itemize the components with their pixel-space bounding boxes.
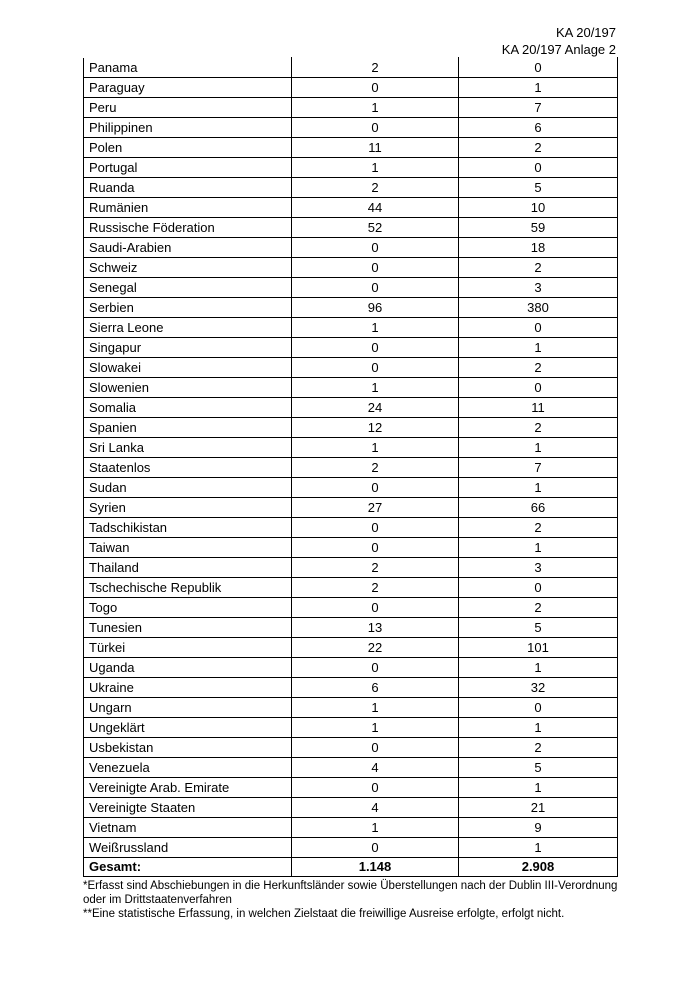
table-row xyxy=(84,818,618,838)
count-cell-2: 0 xyxy=(459,378,618,398)
count-cell-2: 2 xyxy=(459,358,618,378)
country-cell: Portugal xyxy=(84,158,292,178)
count-cell-1: 0 xyxy=(292,278,459,298)
table-row xyxy=(84,838,618,858)
count-cell-2: 1 xyxy=(459,338,618,358)
country-cell: Ruanda xyxy=(84,178,292,198)
count-cell-2: 1 xyxy=(459,438,618,458)
count-cell-1: 24 xyxy=(292,398,459,418)
table-row xyxy=(84,318,618,338)
count-cell-1: 52 xyxy=(292,218,459,238)
table-row xyxy=(84,738,618,758)
country-cell: Tadschikistan xyxy=(84,518,292,538)
table-row xyxy=(84,798,618,818)
table-row xyxy=(84,298,618,318)
count-cell-1: 22 xyxy=(292,638,459,658)
country-cell: Vietnam xyxy=(84,818,292,838)
country-cell: Singapur xyxy=(84,338,292,358)
count-cell-2: 101 xyxy=(459,638,618,658)
count-cell-1: 2 xyxy=(292,558,459,578)
count-cell-2: 3 xyxy=(459,558,618,578)
table-row xyxy=(84,358,618,378)
count-cell-1: 6 xyxy=(292,678,459,698)
count-cell-2: 0 xyxy=(459,158,618,178)
count-cell-2: 1 xyxy=(459,478,618,498)
table-row xyxy=(84,578,618,598)
count-cell-1: 1 xyxy=(292,438,459,458)
total-row xyxy=(84,858,618,877)
count-cell-2: 0 xyxy=(459,318,618,338)
count-cell-2: 1 xyxy=(459,538,618,558)
footnote-voluntary-departure: **Eine statistische Erfassung, in welchen Zielstaat die freiwillige Ausreise erfolgte, erfolgt nicht. xyxy=(83,908,565,920)
country-cell: Türkei xyxy=(84,638,292,658)
count-cell-1: 1 xyxy=(292,378,459,398)
table-row xyxy=(84,118,618,138)
country-cell: Schweiz xyxy=(84,258,292,278)
count-cell-1: 0 xyxy=(292,338,459,358)
count-cell-2: 6 xyxy=(459,118,618,138)
country-cell: Saudi-Arabien xyxy=(84,238,292,258)
count-cell-1: 2 xyxy=(292,578,459,598)
count-cell-2: 2 xyxy=(459,598,618,618)
country-cell: Peru xyxy=(84,98,292,118)
count-cell-2: 2 xyxy=(459,518,618,538)
country-cell: Panama xyxy=(84,58,292,78)
table-row xyxy=(84,638,618,658)
count-cell-1: 2 xyxy=(292,178,459,198)
country-cell: Weißrussland xyxy=(84,838,292,858)
count-cell-1: 0 xyxy=(292,518,459,538)
country-cell: Ungarn xyxy=(84,698,292,718)
table-row xyxy=(84,778,618,798)
table-row xyxy=(84,198,618,218)
count-cell-1: 13 xyxy=(292,618,459,638)
country-cell: Ungeklärt xyxy=(84,718,292,738)
page-header xyxy=(502,24,616,58)
count-cell-2: 9 xyxy=(459,818,618,838)
country-cell: Paraguay xyxy=(84,78,292,98)
country-cell: Sri Lanka xyxy=(84,438,292,458)
count-cell-1: 96 xyxy=(292,298,459,318)
count-cell-2: 0 xyxy=(459,58,618,78)
country-cell: Tunesien xyxy=(84,618,292,638)
table-row xyxy=(84,718,618,738)
count-cell-1: 0 xyxy=(292,478,459,498)
count-cell-1: 12 xyxy=(292,418,459,438)
country-cell: Staatenlos xyxy=(84,458,292,478)
count-cell-2: 10 xyxy=(459,198,618,218)
country-cell: Vereinigte Staaten xyxy=(84,798,292,818)
country-cell: Togo xyxy=(84,598,292,618)
count-cell-1: 0 xyxy=(292,538,459,558)
country-cell: Uganda xyxy=(84,658,292,678)
count-cell-2: 32 xyxy=(459,678,618,698)
country-cell: Thailand xyxy=(84,558,292,578)
count-cell-2: 1 xyxy=(459,78,618,98)
count-cell-1: 11 xyxy=(292,138,459,158)
table-row xyxy=(84,338,618,358)
count-cell-2: 5 xyxy=(459,618,618,638)
table-row xyxy=(84,378,618,398)
table-body xyxy=(84,58,618,877)
table-row xyxy=(84,678,618,698)
count-cell-1: 4 xyxy=(292,758,459,778)
count-cell-2: 7 xyxy=(459,98,618,118)
country-cell: Spanien xyxy=(84,418,292,438)
table-row xyxy=(84,478,618,498)
count-cell-2: 66 xyxy=(459,498,618,518)
country-cell: Taiwan xyxy=(84,538,292,558)
count-cell-1: 0 xyxy=(292,238,459,258)
country-cell: Usbekistan xyxy=(84,738,292,758)
count-cell-1: 27 xyxy=(292,498,459,518)
count-cell-1: 1 xyxy=(292,718,459,738)
country-cell: Ukraine xyxy=(84,678,292,698)
table-row xyxy=(84,138,618,158)
count-cell-1: 0 xyxy=(292,598,459,618)
country-cell: Rumänien xyxy=(84,198,292,218)
count-cell-1: 0 xyxy=(292,778,459,798)
table-row xyxy=(84,238,618,258)
table-row xyxy=(84,698,618,718)
count-cell-1: 0 xyxy=(292,118,459,138)
country-cell: Slowakei xyxy=(84,358,292,378)
count-cell-2: 1 xyxy=(459,658,618,678)
count-cell-2: 7 xyxy=(459,458,618,478)
table-row xyxy=(84,518,618,538)
count-cell-1: 2 xyxy=(292,458,459,478)
count-cell-2: 380 xyxy=(459,298,618,318)
country-cell: Venezuela xyxy=(84,758,292,778)
table-row xyxy=(84,558,618,578)
table-row xyxy=(84,418,618,438)
count-cell-1: 1 xyxy=(292,698,459,718)
table-row xyxy=(84,158,618,178)
count-cell-1: 1 xyxy=(292,158,459,178)
count-cell-2: 5 xyxy=(459,758,618,778)
count-cell-1: 1 xyxy=(292,98,459,118)
count-cell-2: 2 xyxy=(459,258,618,278)
count-cell-1: 0 xyxy=(292,838,459,858)
count-cell-2: 0 xyxy=(459,578,618,598)
count-cell-2: 1 xyxy=(459,778,618,798)
country-cell: Russische Föderation xyxy=(84,218,292,238)
country-cell: Sudan xyxy=(84,478,292,498)
country-cell: Tschechische Republik xyxy=(84,578,292,598)
count-cell-1: 1 xyxy=(292,318,459,338)
footnotes xyxy=(83,879,623,921)
document-attachment-reference: KA 20/197 Anlage 2 xyxy=(501,42,616,57)
count-cell-1: 1 xyxy=(292,818,459,838)
document-reference: KA 20/197 xyxy=(556,25,616,40)
country-cell: Slowenien xyxy=(84,378,292,398)
count-cell-2: 0 xyxy=(459,698,618,718)
count-cell-2: 11 xyxy=(459,398,618,418)
country-cell: Vereinigte Arab. Emirate xyxy=(84,778,292,798)
country-cell: Polen xyxy=(84,138,292,158)
table-row xyxy=(84,618,618,638)
country-cell: Syrien xyxy=(84,498,292,518)
count-cell-2: 59 xyxy=(459,218,618,238)
table-row xyxy=(84,398,618,418)
country-cell: Serbien xyxy=(84,298,292,318)
total-cell-1: 1.148 xyxy=(292,858,459,877)
table-row xyxy=(84,98,618,118)
count-cell-1: 0 xyxy=(292,738,459,758)
total-cell-2: 2.908 xyxy=(459,858,618,877)
footnote-deportations: *Erfasst sind Abschiebungen in die Herkunftsländer sowie Überstellungen nach der Dublin III-Verordnung oder im Drittstaatenverfahren xyxy=(83,880,618,906)
count-cell-2: 18 xyxy=(459,238,618,258)
count-cell-2: 1 xyxy=(459,838,618,858)
table-row xyxy=(84,538,618,558)
country-cell: Philippinen xyxy=(84,118,292,138)
count-cell-1: 0 xyxy=(292,358,459,378)
table-row xyxy=(84,278,618,298)
count-cell-1: 44 xyxy=(292,198,459,218)
count-cell-2: 1 xyxy=(459,718,618,738)
table-row xyxy=(84,218,618,238)
count-cell-2: 3 xyxy=(459,278,618,298)
count-cell-2: 2 xyxy=(459,738,618,758)
count-cell-2: 5 xyxy=(459,178,618,198)
country-cell: Sierra Leone xyxy=(84,318,292,338)
count-cell-1: 0 xyxy=(292,78,459,98)
table-row xyxy=(84,438,618,458)
table-row xyxy=(84,58,618,78)
count-cell-2: 21 xyxy=(459,798,618,818)
count-cell-1: 4 xyxy=(292,798,459,818)
count-cell-1: 0 xyxy=(292,258,459,278)
table-row xyxy=(84,758,618,778)
statistics-table xyxy=(83,57,618,877)
count-cell-1: 2 xyxy=(292,58,459,78)
table-row xyxy=(84,658,618,678)
count-cell-1: 0 xyxy=(292,658,459,678)
count-cell-2: 2 xyxy=(459,138,618,158)
table-row xyxy=(84,178,618,198)
count-cell-2: 2 xyxy=(459,418,618,438)
table-row xyxy=(84,258,618,278)
table-row xyxy=(84,78,618,98)
country-cell: Senegal xyxy=(84,278,292,298)
country-cell: Somalia xyxy=(84,398,292,418)
table-row xyxy=(84,458,618,478)
total-label: Gesamt: xyxy=(84,858,292,877)
table-row xyxy=(84,598,618,618)
table-row xyxy=(84,498,618,518)
